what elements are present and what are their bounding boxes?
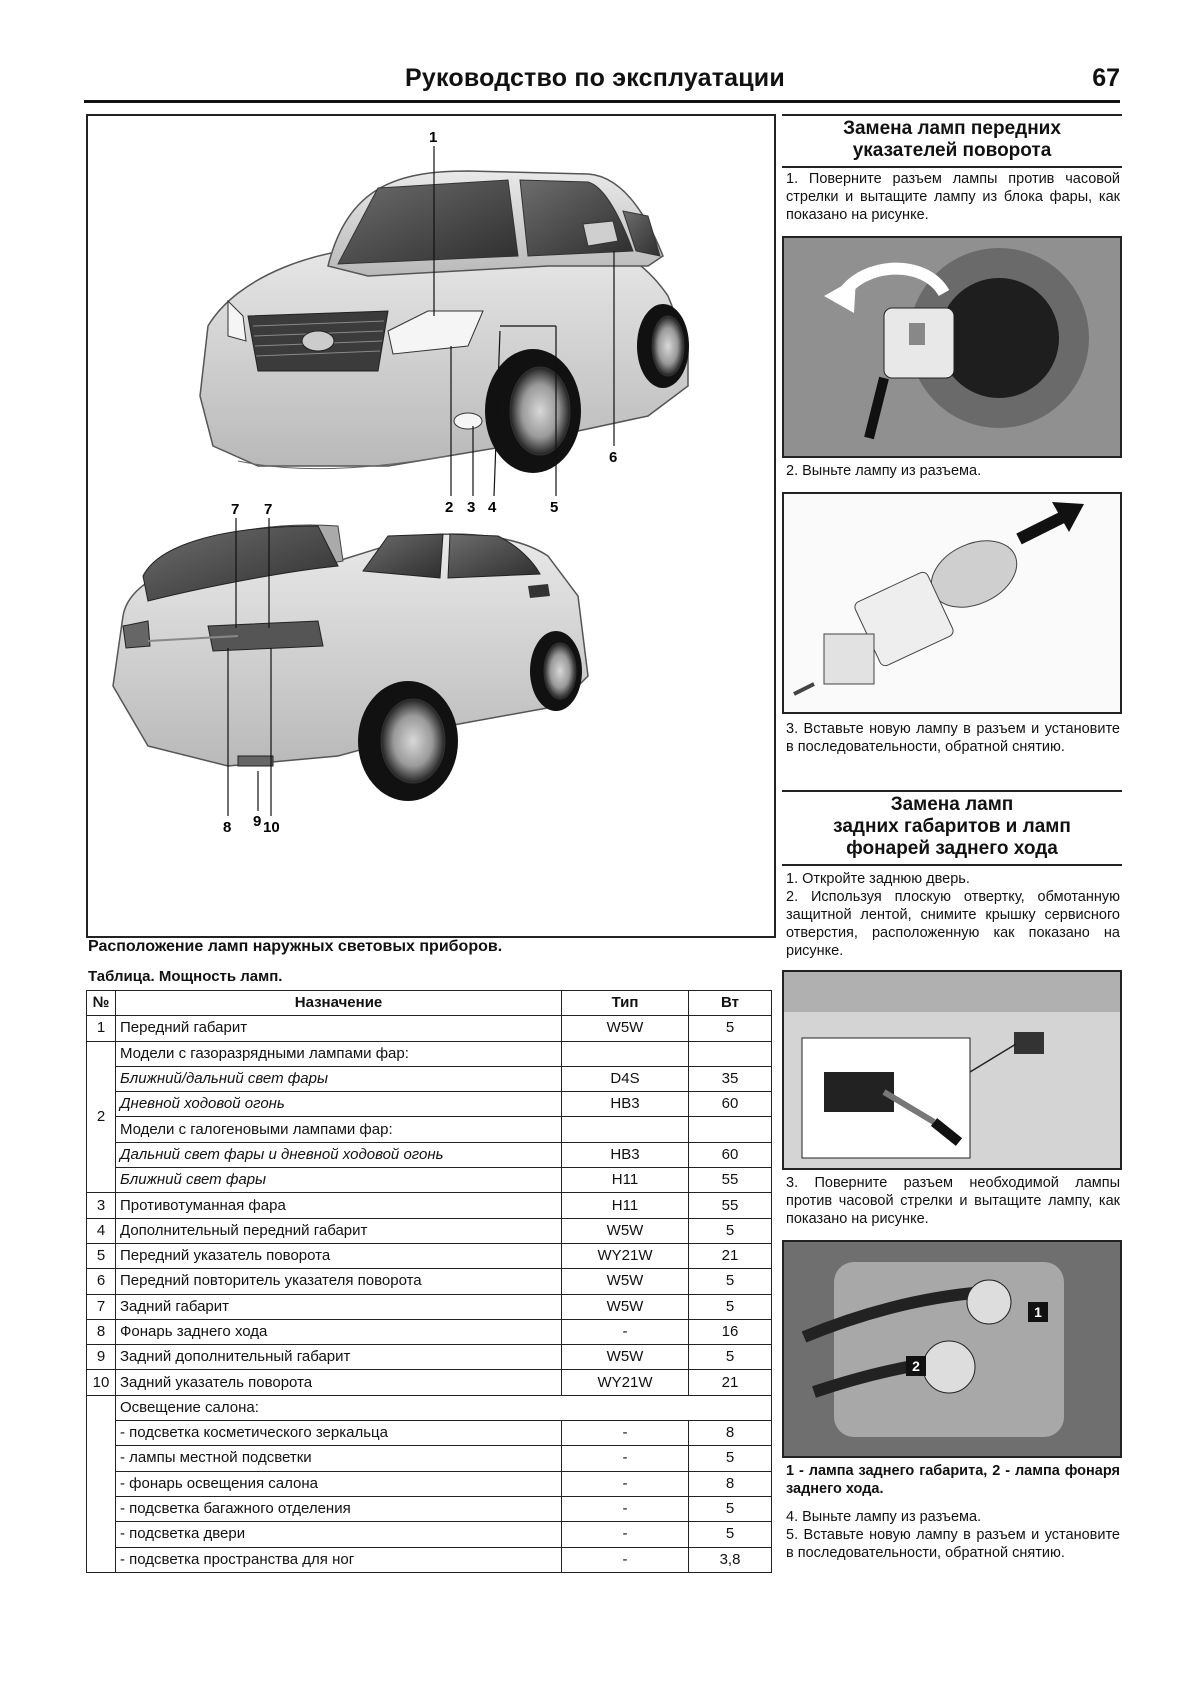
section1-bottom-rule	[782, 166, 1122, 168]
table-row	[87, 1446, 772, 1471]
table-row	[87, 1370, 772, 1395]
section2-title-line1: Замена ламп	[890, 794, 1014, 815]
row-watt: 60	[689, 1092, 772, 1117]
table-row	[87, 1066, 772, 1091]
row-type: WY21W	[562, 1243, 689, 1268]
row-name: Передний повторитель указателя поворота	[116, 1269, 562, 1294]
col-header-purpose: Назначение	[116, 991, 562, 1016]
row-watt: 55	[689, 1168, 772, 1193]
row-num: 8	[87, 1319, 116, 1344]
row-type: -	[562, 1319, 689, 1344]
callout-7a: 7	[231, 501, 240, 518]
row-type: -	[562, 1547, 689, 1572]
socket-rotation-illustration	[784, 238, 1120, 456]
photo-service-cover	[782, 970, 1122, 1170]
row-num: 3	[87, 1193, 116, 1218]
section2-step4: 4. Выньте лампу из разъема.	[786, 1509, 982, 1525]
row-name: - подсветка багажного отделения	[116, 1496, 562, 1521]
row-type: -	[562, 1471, 689, 1496]
row-watt	[689, 1117, 772, 1142]
lamp-power-table	[86, 990, 772, 1573]
table-row	[87, 1471, 772, 1496]
row-type: -	[562, 1496, 689, 1521]
table-row	[87, 1117, 772, 1142]
row-type: WY21W	[562, 1370, 689, 1395]
rear-car-drawing	[113, 525, 588, 801]
table-row	[87, 1142, 772, 1167]
row-type: -	[562, 1446, 689, 1471]
rear-socket-illustration	[784, 1242, 1120, 1456]
callout-9: 9	[253, 813, 262, 830]
table-row	[87, 1218, 772, 1243]
section1-title-line1: Замена ламп передних	[843, 118, 1061, 139]
section2-step3: 3. Поверните разъем необходимой лампы против часовой стрелки и вытащите лампу, как показано на рисунке.	[786, 1175, 1120, 1227]
section2-photo-caption: 1 - лампа заднего габарита, 2 - лампа фонаря заднего хода.	[786, 1463, 1120, 1497]
row-name: Фонарь заднего хода	[116, 1319, 562, 1344]
row-num: 6	[87, 1269, 116, 1294]
row-watt: 3,8	[689, 1547, 772, 1572]
table-row	[87, 1345, 772, 1370]
callout-5: 5	[550, 499, 559, 516]
row-watt: 55	[689, 1193, 772, 1218]
section2-bottom-rule	[782, 864, 1122, 866]
photo-bulb-removal	[782, 492, 1122, 714]
col-header-number: №	[87, 991, 116, 1016]
row-name: - подсветка косметического зеркальца	[116, 1421, 562, 1446]
row-num: 9	[87, 1345, 116, 1370]
row-type	[562, 1117, 689, 1142]
section2-top-rule	[782, 790, 1122, 792]
row-watt	[689, 1041, 772, 1066]
section1-title-line2: указателей поворота	[852, 140, 1052, 161]
section2-step1: 1. Откройте заднюю дверь.	[786, 871, 970, 887]
photo-front-turn-socket	[782, 236, 1122, 458]
row-name: Передний указатель поворота	[116, 1243, 562, 1268]
row-num: 2	[87, 1041, 116, 1193]
row-name: Противотуманная фара	[116, 1193, 562, 1218]
section2-step5: 5. Вставьте новую лампу в разъем и установите в последовательности, обратной снятию.	[786, 1527, 1120, 1561]
row-name: Ближний/дальний свет фары	[116, 1066, 562, 1091]
table-row	[87, 1421, 772, 1446]
table-row	[87, 1168, 772, 1193]
row-type: H11	[562, 1193, 689, 1218]
row-watt: 5	[689, 1218, 772, 1243]
row-name: - фонарь освещения салона	[116, 1471, 562, 1496]
row-name: - подсветка пространства для ног	[116, 1547, 562, 1572]
figure-caption: Расположение ламп наружных световых приборов.	[88, 938, 503, 955]
table-row	[87, 1522, 772, 1547]
callout-2: 2	[445, 499, 454, 516]
callout-6: 6	[609, 449, 618, 466]
row-type: H11	[562, 1168, 689, 1193]
row-num: 10	[87, 1370, 116, 1395]
table-row	[87, 1319, 772, 1344]
row-name: Дополнительный передний габарит	[116, 1218, 562, 1243]
section1-step3: 3. Вставьте новую лампу в разъем и установите в последовательности, обратной снятию.	[786, 721, 1120, 755]
row-type: W5W	[562, 1345, 689, 1370]
photo-label-1: 1	[1034, 1304, 1042, 1320]
page-header-title: Руководство по эксплуатации	[405, 64, 785, 92]
row-watt: 16	[689, 1319, 772, 1344]
row-watt: 21	[689, 1370, 772, 1395]
callout-3: 3	[467, 499, 476, 516]
table-row	[87, 1547, 772, 1572]
row-name: Задний габарит	[116, 1294, 562, 1319]
row-watt: 5	[689, 1294, 772, 1319]
row-name: Задний дополнительный габарит	[116, 1345, 562, 1370]
row-watt: 5	[689, 1269, 772, 1294]
section2-title-line2: задних габаритов и ламп	[833, 816, 1071, 837]
lamp-location-figure	[86, 114, 776, 938]
callout-8: 8	[223, 819, 232, 836]
table-row	[87, 1269, 772, 1294]
row-watt: 8	[689, 1421, 772, 1446]
row-type: HB3	[562, 1092, 689, 1117]
row-type: W5W	[562, 1218, 689, 1243]
row-num: 5	[87, 1243, 116, 1268]
row-name: Задний указатель поворота	[116, 1370, 562, 1395]
row-watt: 5	[689, 1446, 772, 1471]
callout-10: 10	[263, 819, 280, 836]
row-type: W5W	[562, 1294, 689, 1319]
row-type: W5W	[562, 1269, 689, 1294]
bulb-removal-illustration	[784, 494, 1120, 712]
row-name: - лампы местной подсветки	[116, 1446, 562, 1471]
row-num	[87, 1395, 116, 1572]
row-watt: 60	[689, 1142, 772, 1167]
table-row	[87, 1395, 772, 1420]
table-row	[87, 1092, 772, 1117]
row-name: Модели с галогеновыми лампами фар:	[116, 1117, 562, 1142]
table-header-row	[87, 991, 772, 1016]
row-type: -	[562, 1522, 689, 1547]
table-row	[87, 1294, 772, 1319]
table-row	[87, 1496, 772, 1521]
row-name: Освещение салона:	[116, 1395, 772, 1420]
row-type	[562, 1041, 689, 1066]
photo-rear-lamp-sockets	[782, 1240, 1122, 1458]
row-name: Модели с газоразрядными лампами фар:	[116, 1041, 562, 1066]
row-watt: 5	[689, 1522, 772, 1547]
col-header-type: Тип	[562, 991, 689, 1016]
table-caption: Таблица. Мощность ламп.	[88, 968, 283, 985]
callout-4: 4	[488, 499, 497, 516]
section1-step2: 2. Выньте лампу из разъема.	[786, 463, 982, 479]
table-row	[87, 1243, 772, 1268]
page-number: 67	[1092, 64, 1120, 92]
callout-1: 1	[429, 129, 438, 146]
row-type: D4S	[562, 1066, 689, 1091]
row-num: 7	[87, 1294, 116, 1319]
row-watt: 35	[689, 1066, 772, 1091]
row-watt: 5	[689, 1016, 772, 1041]
row-name: Передний габарит	[116, 1016, 562, 1041]
table-row	[87, 1193, 772, 1218]
front-car-drawing	[200, 171, 689, 473]
row-name: Ближний свет фары	[116, 1168, 562, 1193]
row-num: 4	[87, 1218, 116, 1243]
service-cover-illustration	[784, 972, 1120, 1168]
row-type: HB3	[562, 1142, 689, 1167]
row-type: W5W	[562, 1016, 689, 1041]
row-type: -	[562, 1421, 689, 1446]
table-row	[87, 1041, 772, 1066]
callout-7b: 7	[264, 501, 273, 518]
section1-step1: 1. Поверните разъем лампы против часовой стрелки и вытащите лампу из блока фары, как показано на рисунке.	[786, 171, 1120, 223]
row-watt: 8	[689, 1471, 772, 1496]
car-illustrations	[88, 116, 774, 936]
table-row	[87, 1016, 772, 1041]
row-watt: 21	[689, 1243, 772, 1268]
row-name: - подсветка двери	[116, 1522, 562, 1547]
section2-title-line3: фонарей заднего хода	[846, 838, 1058, 859]
section1-top-rule	[782, 114, 1122, 116]
photo-label-2: 2	[912, 1358, 920, 1374]
row-name: Дневной ходовой огонь	[116, 1092, 562, 1117]
section2-step2: 2. Используя плоскую отвертку, обмотанную защитной лентой, снимите крышку сервисного отверстия, расположенную как показано на рисунке.	[786, 889, 1120, 959]
header-rule	[84, 100, 1120, 103]
row-num: 1	[87, 1016, 116, 1041]
row-watt: 5	[689, 1345, 772, 1370]
row-name: Дальний свет фары и дневной ходовой огонь	[116, 1142, 562, 1167]
row-watt: 5	[689, 1496, 772, 1521]
col-header-watt: Вт	[689, 991, 772, 1016]
